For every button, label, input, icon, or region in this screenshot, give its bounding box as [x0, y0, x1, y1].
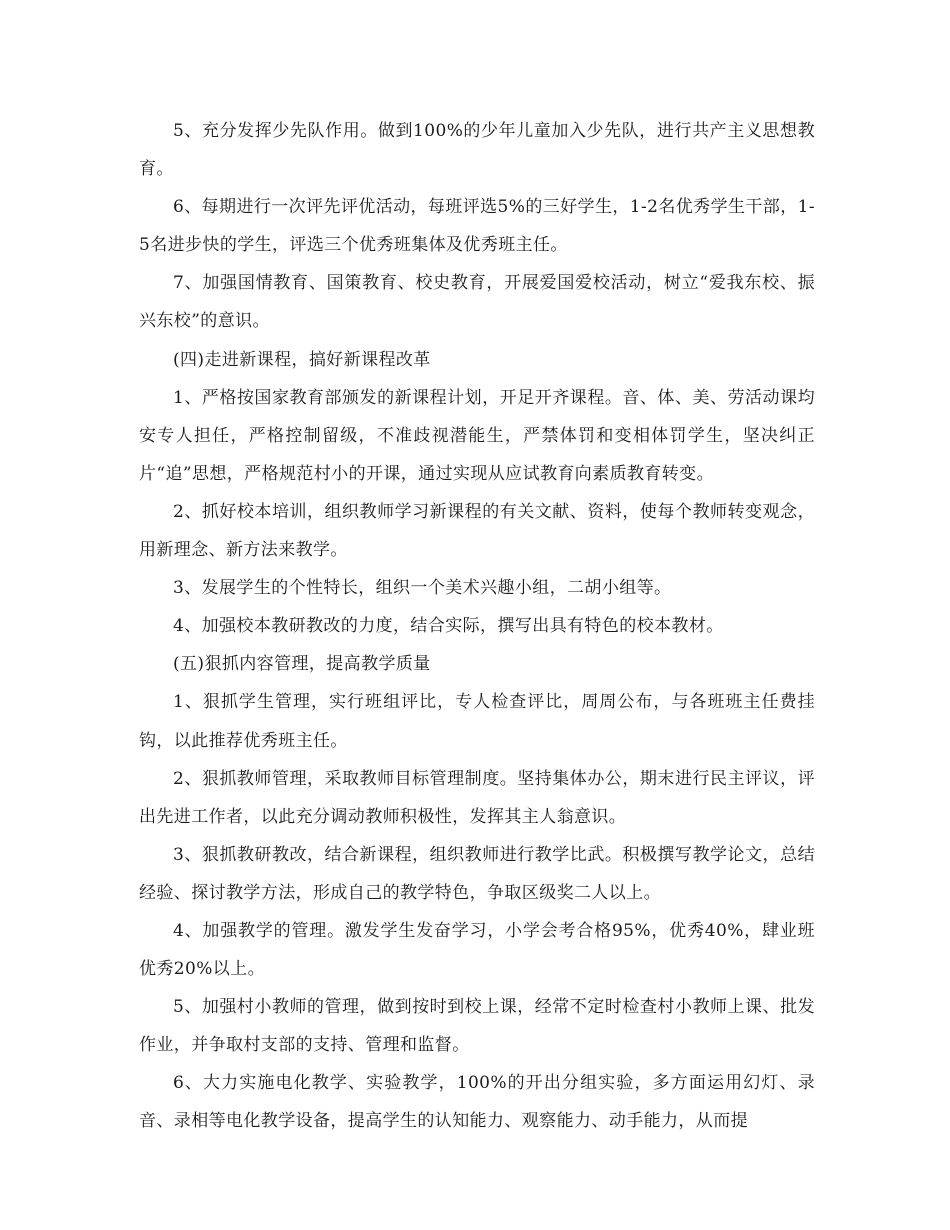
section-heading-5: (五)狠抓内容管理，提高教学质量 [173, 654, 431, 675]
paragraph-item-5-village-teachers: 5、加强村小教师的管理，做到按时到校上课，经常不定时检查村小教师上课、批发作业，并争取村支部的支持、管理和监督。 [139, 997, 815, 1056]
paragraph-item-3-teaching-research: 3、狠抓教研教改，结合新课程，组织教师进行教学比武。积极撰写教学论文，总结经验、探讨教学方法，形成自己的教学特色，争取区级奖二人以上。 [139, 844, 815, 903]
paragraph-item-3-interest-groups: 3、发展学生的个性特长，组织一个美术兴趣小组，二胡小组等。 [173, 578, 672, 599]
section-heading-4: (四)走进新课程，搞好新课程改革 [173, 349, 431, 370]
paragraph-item-1-curriculum: 1、严格按国家教育部颁发的新课程计划，开足开齐课程。音、体、美、劳活动课均安专人担任，严格控制留级，不准歧视潜能生，严禁体罚和变相体罚学生，坚决纠正片“追”思想，严格规范村小的开课，通过实现从应试教育向素质教育转变。 [139, 387, 815, 484]
paragraph-item-6-electronic-teaching: 6、大力实施电化教学、实验教学，100%的开出分组实验，多方面运用幻灯、录音、录相等电化教学设备，提高学生的认知能力、观察能力、动手能力，从而提 [139, 1073, 815, 1132]
paragraph-item-7-national-education: 7、加强国情教育、国策教育、校史教育，开展爱国爱校活动，树立“爱我东校、振兴东校”的意识。 [139, 273, 815, 332]
paragraph-item-5-young-pioneers: 5、充分发挥少先队作用。做到100%的少年儿童加入少先队，进行共产主义思想教育。 [139, 121, 815, 180]
paragraph-item-4-textbooks: 4、加强校本教研教改的力度，结合实际，撰写出具有特色的校本教材。 [173, 616, 724, 637]
paragraph-item-2-training: 2、抓好校本培训，组织教师学习新课程的有关文献、资料，使每个教师转变观念，用新理念、新方法来教学。 [139, 501, 815, 561]
paragraph-item-6-evaluation: 6、每期进行一次评先评优活动，每班评选5%的三好学生，1-2名优秀学生干部，1-5名进步快的学生，评选三个优秀班集体及优秀班主任。 [139, 197, 815, 256]
paragraph-item-4-teaching-management: 4、加强教学的管理。激发学生发奋学习，小学会考合格95%，优秀40%，肆业班优秀20%以上。 [139, 920, 815, 980]
paragraph-item-2-teacher-management: 2、狠抓教师管理，采取教师目标管理制度。坚持集体办公，期末进行民主评议，评出先进工作者，以此充分调动教师积极性，发挥其主人翁意识。 [139, 768, 815, 827]
paragraph-item-1-student-management: 1、狠抓学生管理，实行班组评比，专人检查评比，周周公布，与各班班主任费挂钩，以此推荐优秀班主任。 [139, 692, 815, 751]
document-body [139, 112, 815, 1141]
